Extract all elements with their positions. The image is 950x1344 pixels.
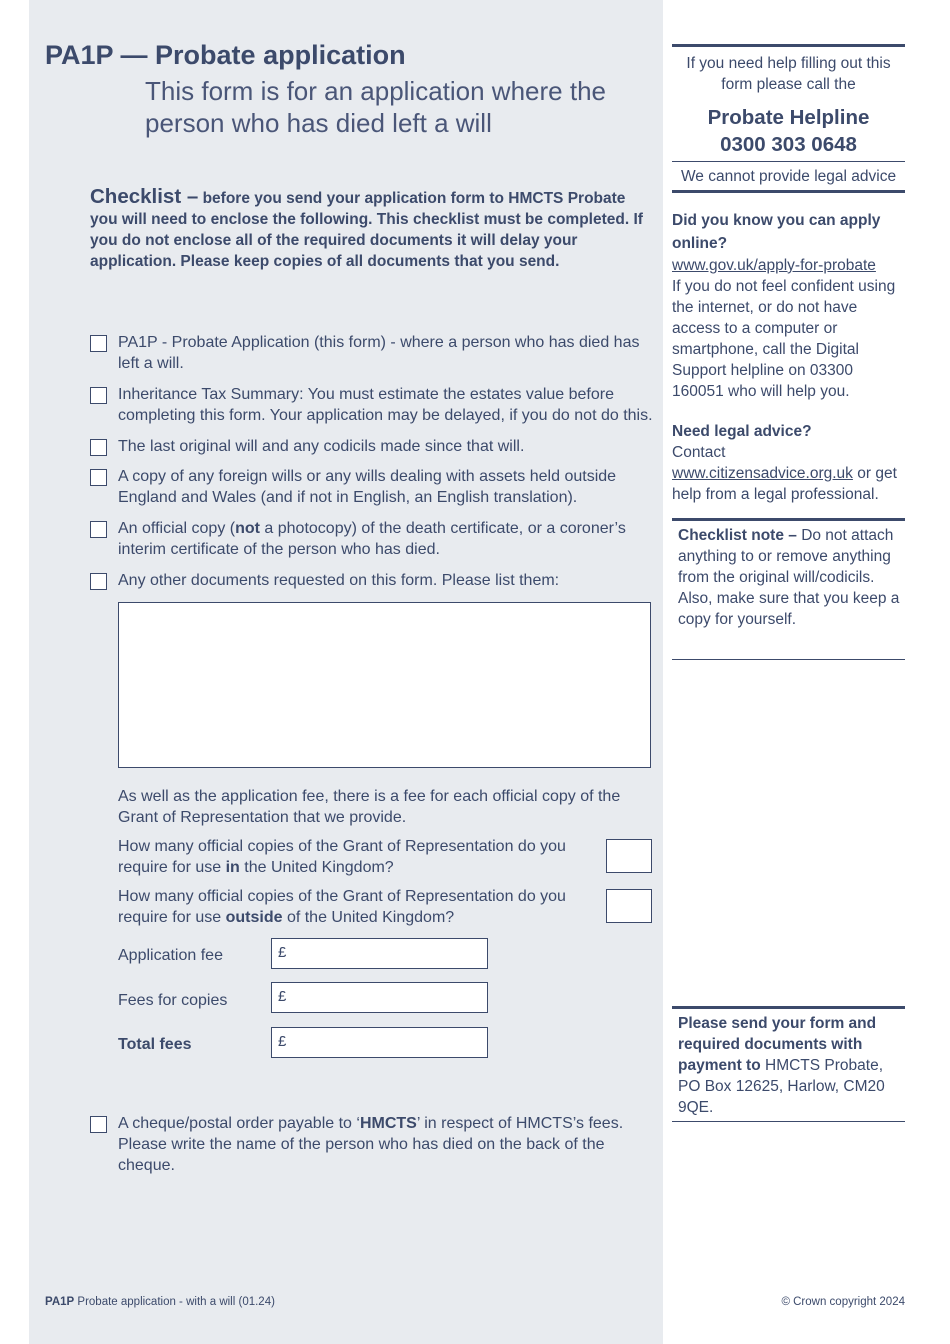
application-fee-input[interactable]	[271, 938, 488, 969]
copies-fee-label: Fees for copies	[118, 992, 228, 1009]
question-text-part: How many official copies of the Grant of Representation do you require for use	[118, 838, 566, 876]
page-title: PA1P — Probate application	[45, 40, 406, 70]
checklist-checkbox[interactable]	[90, 521, 107, 538]
apply-online-section	[672, 209, 905, 402]
sidebar-divider	[672, 161, 905, 162]
question-text-bold: in	[225, 859, 240, 876]
currency-symbol: £	[278, 1033, 287, 1050]
no-legal-advice-notice: We cannot provide legal advice	[680, 168, 897, 185]
helpline-number: 0300 303 0648	[720, 133, 857, 156]
legal-advice-contact: Contact	[672, 444, 726, 461]
apply-online-link[interactable]: www.gov.uk/apply-for-probate	[672, 257, 876, 274]
other-documents-textarea[interactable]	[118, 602, 651, 768]
checklist-note-text: Do not attach anything to or remove anything from the original will/codicils. Also, make sure that you keep a copy for yourself.	[678, 527, 900, 628]
helpline-name: Probate Helpline	[707, 106, 870, 129]
cheque-text-part: ’ in respect of HMCTS’s fees. Please write the name of the person who has died on the back of the cheque.	[118, 1115, 624, 1174]
apply-online-heading: Did you know you can apply online?	[672, 212, 881, 252]
checklist-note-heading: Checklist note –	[678, 527, 797, 544]
citizens-advice-link[interactable]: www.citizensadvice.org.uk	[672, 465, 853, 482]
checklist-item-text	[118, 1113, 653, 1176]
checklist-item-text-part: An official copy (	[118, 520, 236, 537]
sidebar-divider	[672, 190, 905, 193]
sidebar-divider	[672, 1006, 905, 1009]
question-text-part: of the United Kingdom?	[282, 909, 455, 926]
checklist-item-text: The last original will and any codicils made since that will.	[118, 438, 525, 455]
checklist-checkbox[interactable]	[90, 573, 107, 590]
footer-copyright: © Crown copyright 2024	[781, 1296, 905, 1308]
question-text-part: How many official copies of the Grant of Representation do you require for use	[118, 888, 566, 926]
cheque-text-part: A cheque/postal order payable to ‘	[118, 1115, 360, 1132]
send-form-address: HMCTS Probate, PO Box 12625, Harlow, CM20 9QE.	[678, 1057, 885, 1116]
checklist-intro-text: before you send your application form to HMCTS Probate you will need to enclose the following. This checklist must be completed. If you do not enclose all of the required documents it will delay your application. Please keep copies of all documents that you send.	[90, 190, 643, 270]
checklist-item-text: Any other documents requested on this form. Please list them:	[118, 572, 560, 589]
checklist-checkbox[interactable]	[90, 439, 107, 456]
legal-advice-text-tail: or get help from a legal professional.	[672, 465, 897, 503]
sidebar-divider	[672, 44, 905, 47]
checklist-heading: Checklist –	[90, 185, 199, 208]
application-fee-label: Application fee	[118, 947, 223, 964]
checklist-intro	[90, 186, 650, 272]
currency-symbol: £	[278, 988, 287, 1005]
footer-form-description: Probate application - with a will (01.24)	[77, 1296, 275, 1308]
checklist-item-text-part: a photocopy) of the death certificate, or a coroner’s interim certificate of the person who has died.	[118, 520, 626, 558]
question-text-bold: outside	[225, 909, 283, 926]
checklist-item-text: Inheritance Tax Summary: You must estimate the estates value before completing this form. Your application may be delayed, if you do not do this.	[118, 386, 653, 424]
page-subtitle: This form is for an application where the person who has died left a will	[145, 76, 606, 138]
copies-in-uk-input[interactable]	[606, 839, 652, 873]
send-form-heading: Please send your form and required documents with payment to	[678, 1015, 877, 1074]
sidebar-divider	[672, 659, 905, 660]
legal-advice-section	[672, 421, 905, 505]
checklist-item-text	[118, 518, 653, 560]
apply-online-text: If you do not feel confident using the internet, or do not have access to a computer or smartphone, call the Digital Support helpline on 03300 160051 who will help you.	[672, 278, 896, 400]
copies-fee-input[interactable]	[271, 982, 488, 1013]
help-intro: If you need help filling out this form please call the	[686, 55, 891, 93]
checklist-item-text: PA1P - Probate Application (this form) - where a person who has died has left a will.	[118, 334, 640, 372]
checklist-checkbox[interactable]	[90, 387, 107, 404]
send-form-instructions	[678, 1013, 900, 1118]
footer-form-reference	[45, 1296, 275, 1308]
sidebar-divider	[672, 1121, 905, 1122]
cheque-text-bold: HMCTS	[359, 1115, 417, 1132]
footer-form-code: PA1P	[45, 1296, 75, 1308]
currency-symbol: £	[278, 944, 287, 961]
question-text-part: the United Kingdom?	[239, 859, 394, 876]
checklist-checkbox[interactable]	[90, 335, 107, 352]
copies-fee-info: As well as the application fee, there is a fee for each official copy of the Grant of Representation that we provide.	[118, 788, 621, 826]
copies-outside-uk-question	[118, 886, 588, 928]
total-fees-input[interactable]	[271, 1027, 488, 1058]
checklist-note	[678, 525, 900, 630]
checklist-item-text-bold: not	[235, 520, 260, 537]
legal-advice-text	[672, 442, 905, 505]
copies-in-uk-question	[118, 836, 588, 878]
checklist-item-text: A copy of any foreign wills or any wills dealing with assets held outside England and Wales (and if not in English, an English translation).	[118, 468, 617, 506]
total-fees-label: Total fees	[118, 1036, 192, 1053]
checklist-checkbox[interactable]	[90, 1116, 107, 1133]
copies-outside-uk-input[interactable]	[606, 889, 652, 923]
legal-advice-heading: Need legal advice?	[672, 423, 812, 440]
sidebar-divider	[672, 518, 905, 521]
checklist-checkbox[interactable]	[90, 469, 107, 486]
